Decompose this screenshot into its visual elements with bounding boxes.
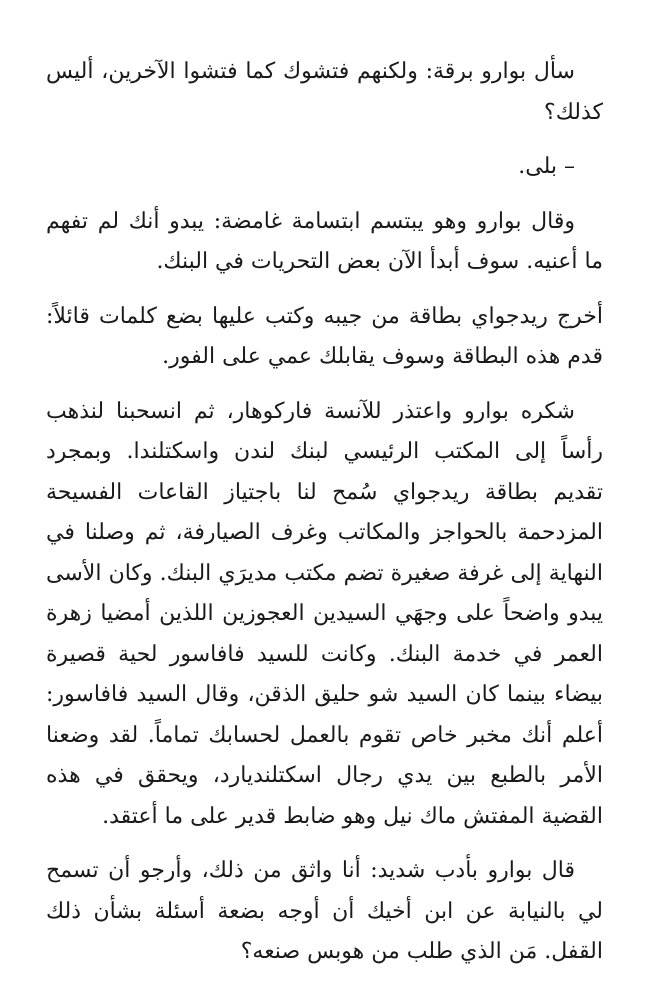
paragraph: أخرج ريدجواي بطاقة من جيبه وكتب عليها بضع كلمات قائلاً: قدم هذه البطاقة وسوف يقابلك عمي على الفور. [46, 303, 603, 369]
paragraph: وقال بوارو وهو يبتسم ابتسامة غامضة: يبدو أنك لم تفهم ما أعنيه. سوف أبدأ الآن بعض التحريات في البنك. [46, 208, 603, 274]
paragraph: سأل بوارو برقة: ولكنهم فتشوك كما فتشوا الآخرين، أليس كذلك؟ [46, 59, 603, 125]
paragraph: – بلى. [518, 154, 575, 179]
paragraph: قال بوارو بأدب شديد: أنا واثق من ذلك، وأرجو أن تسمح لي بالنيابة عن ابن أخيك أن أوجه بضعة أسئلة بشأن ذلك القفل. مَن الذي طلب من هوبس صنعه؟ [46, 858, 603, 964]
paragraph: شكره بوارو واعتذر للآنسة فاركوهار، ثم انسحبنا لنذهب رأساً إلى المكتب الرئيسي لبنك لندن واسكتلندا. وبمجرد تقديم بطاقة ريدجواي سُمح لنا باجتياز القاعات الفسيحة المزدحمة بالحواجز والمكاتب وغرف الصيارفة، ثم وصلنا في النهاية إلى غرفة صغيرة تضم مكتب مديرَي البنك. وكان الأسى يبدو واضحاً على وجهَي السيدين العجوزين اللذين أمضيا زهرة العمر في خدمة البنك. وكانت للسيد فافاسور لحية قصيرة بيضاء بينما كان السيد شو حليق الذقن، وقال السيد فافاسور: أعلم أنك مخبر خاص تقوم بالعمل لحسابك تماماً. لقد وضعنا الأمر بالطبع بين يدي رجال اسكتلنديارد، ويحقق في هذه القضية المفتش ماك نيل وهو ضابط قدير على ما أعتقد. [46, 398, 603, 829]
